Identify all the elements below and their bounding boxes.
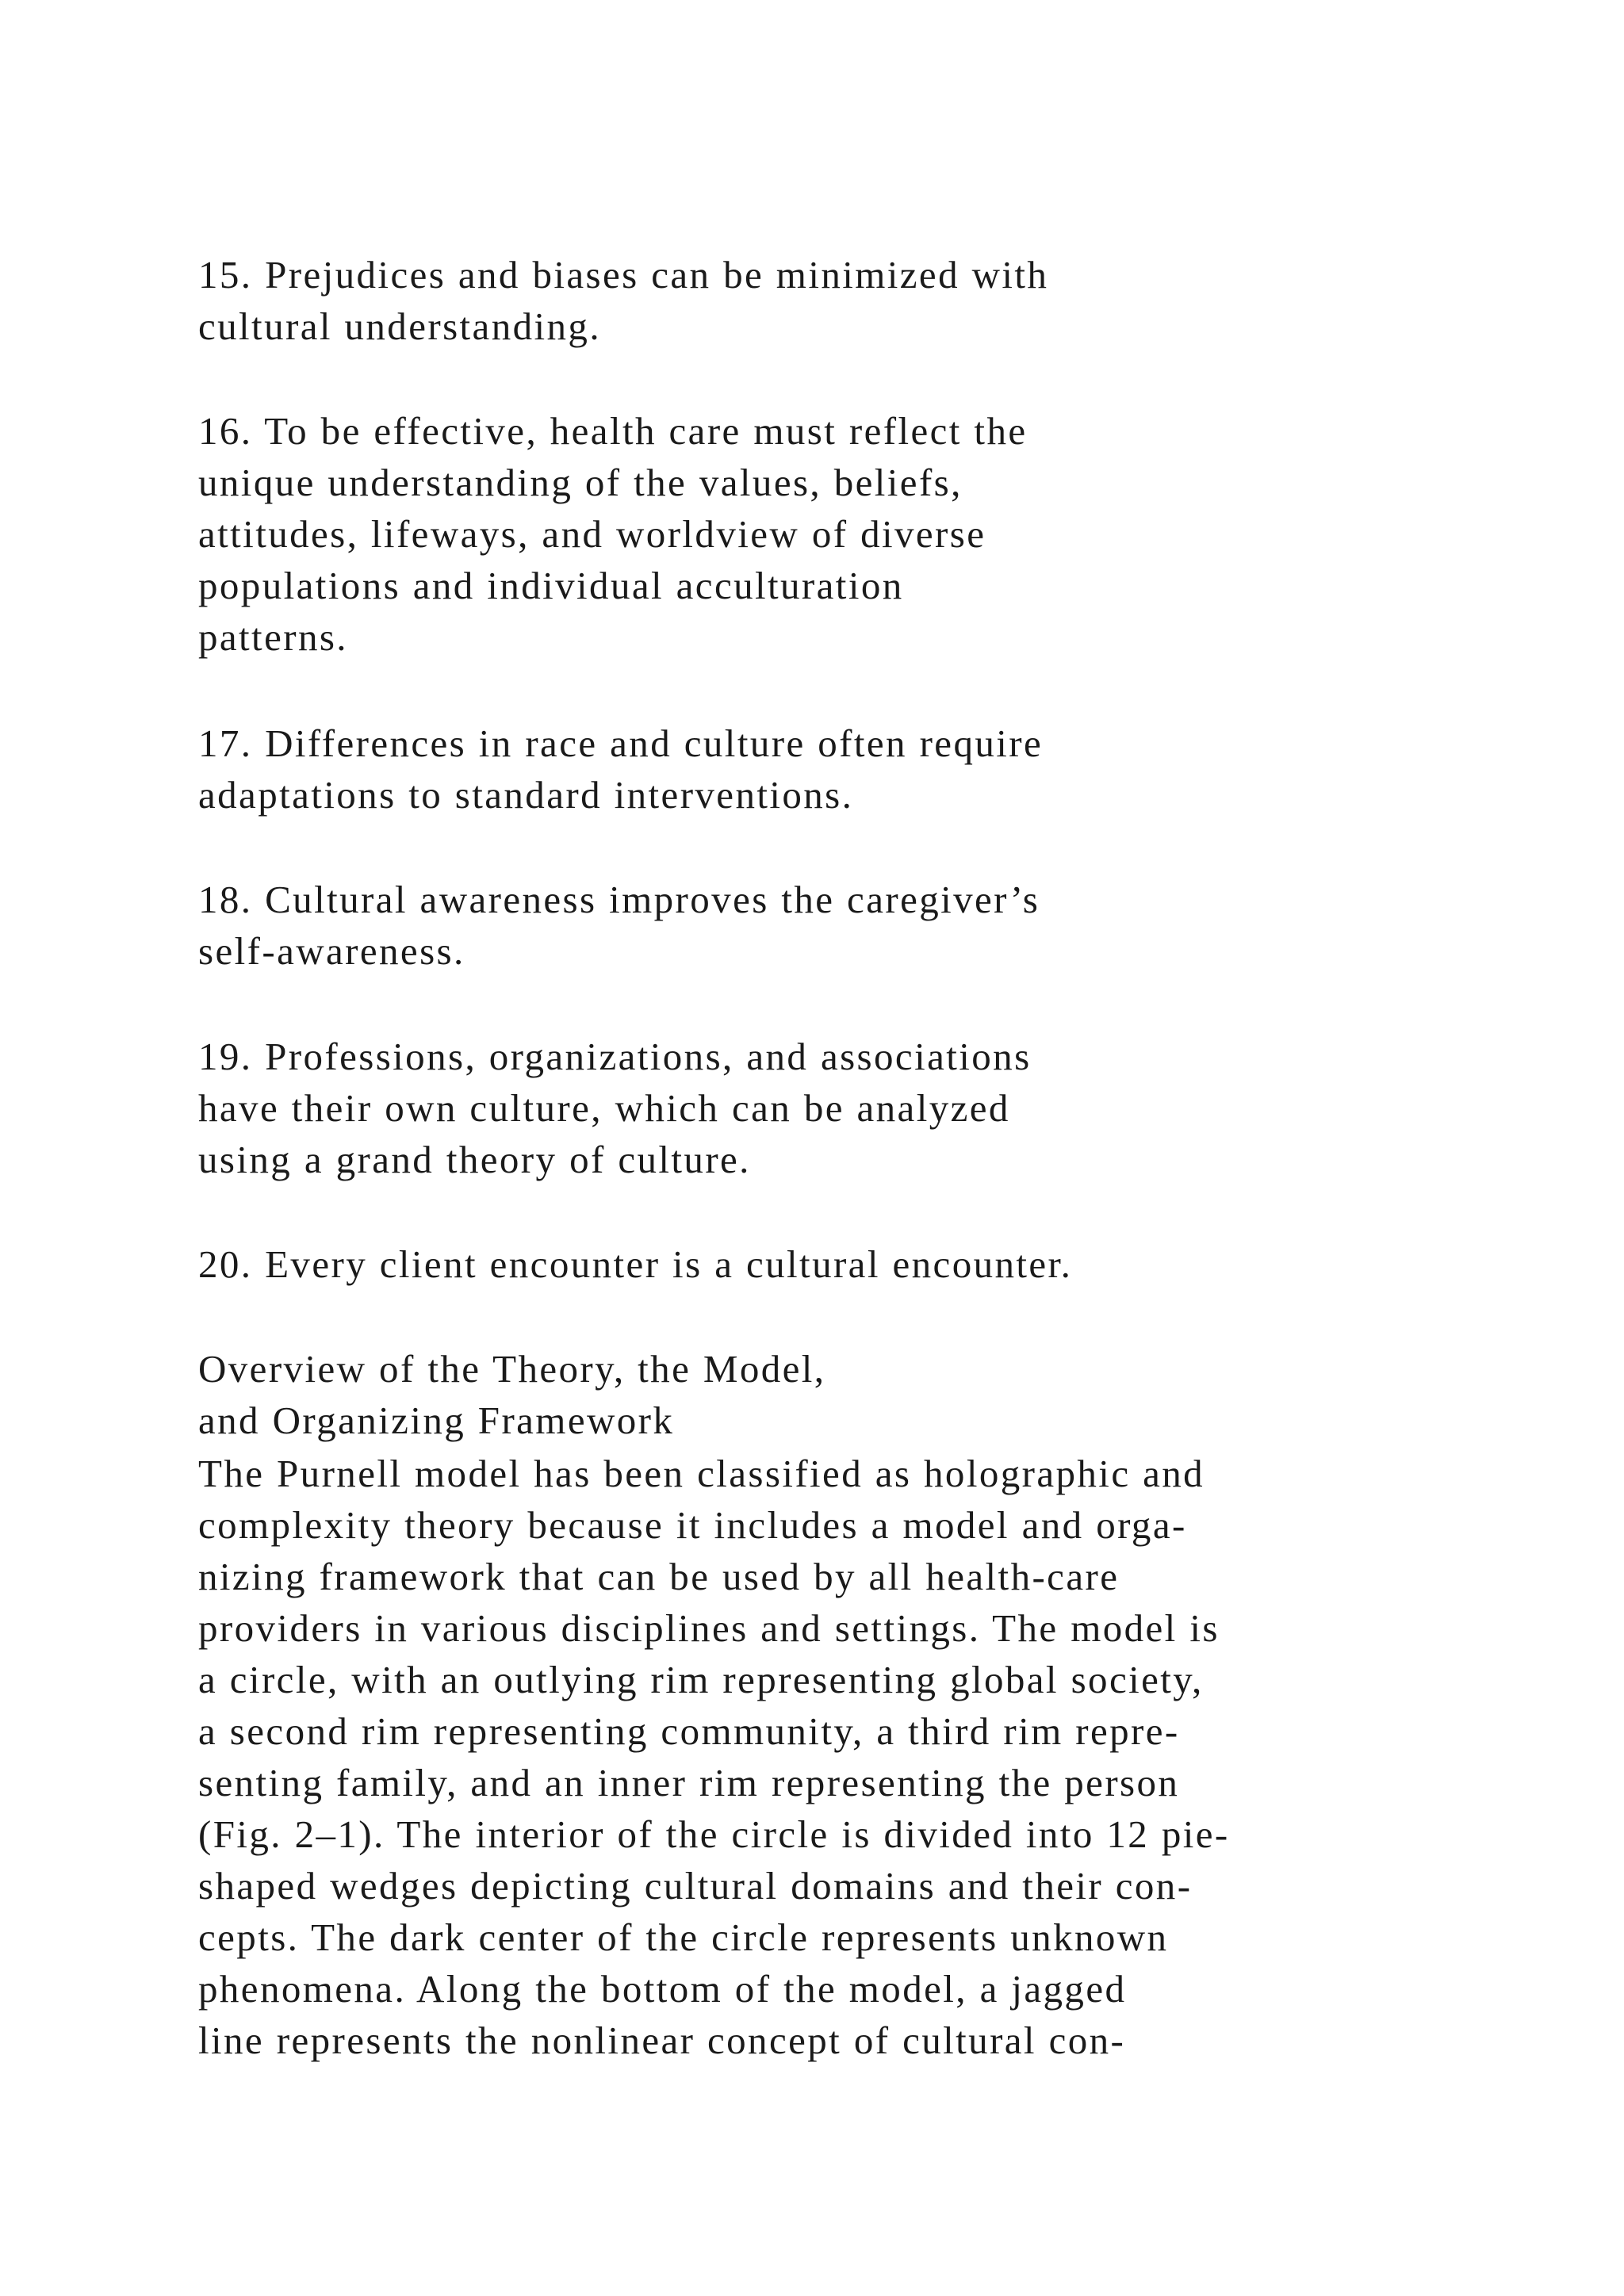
section-body — [198, 1448, 1230, 2066]
heading-line: and Organizing Framework — [198, 1399, 675, 1442]
body-line: line represents the nonlinear concept of cultural con- — [198, 2019, 1126, 2062]
text-line: using a grand theory of culture. — [198, 1138, 751, 1181]
body-line: shaped wedges depicting cultural domains and their con- — [198, 1864, 1193, 1908]
text-line: unique understanding of the values, beliefs, — [198, 461, 963, 504]
text-line: 20. Every client encounter is a cultural encounter. — [198, 1242, 1073, 1286]
text-line: 16. To be effective, health care must reflect the — [198, 409, 1028, 453]
body-line: The Purnell model has been classified as holographic and — [198, 1452, 1205, 1495]
body-line: a circle, with an outlying rim representing global society, — [198, 1658, 1204, 1701]
text-line: 19. Professions, organizations, and associations — [198, 1035, 1032, 1078]
body-line: phenomena. Along the bottom of the model, a jagged — [198, 1967, 1127, 2011]
body-line: a second rim representing community, a third rim repre- — [198, 1709, 1180, 1753]
list-item-19 — [198, 1031, 1032, 1185]
text-line: cultural understanding. — [198, 304, 601, 348]
text-line: populations and individual acculturation — [198, 564, 904, 607]
text-line: 15. Prejudices and biases can be minimized with — [198, 253, 1049, 297]
list-item-15 — [198, 249, 1048, 352]
body-line: senting family, and an inner rim representing the person — [198, 1761, 1180, 1804]
text-line: attitudes, lifeways, and worldview of diverse — [198, 512, 986, 556]
text-line: adaptations to standard interventions. — [198, 773, 854, 817]
text-line: have their own culture, which can be analyzed — [198, 1086, 1010, 1130]
body-line: nizing framework that can be used by all health-care — [198, 1555, 1120, 1598]
text-line: 17. Differences in race and culture often require — [198, 721, 1044, 765]
body-line: providers in various disciplines and settings. The model is — [198, 1606, 1220, 1650]
section-heading — [198, 1343, 825, 1446]
body-line: complexity theory because it includes a model and orga- — [198, 1503, 1187, 1547]
list-item-18 — [198, 874, 1040, 977]
list-item-16 — [198, 405, 1028, 663]
heading-line: Overview of the Theory, the Model, — [198, 1347, 826, 1391]
text-line: 18. Cultural awareness improves the caregiver’s — [198, 878, 1040, 921]
body-line: (Fig. 2–1). The interior of the circle is divided into 12 pie- — [198, 1812, 1230, 1856]
text-line: self-awareness. — [198, 929, 465, 973]
list-item-20 — [198, 1238, 1072, 1290]
list-item-17 — [198, 718, 1043, 821]
text-line: patterns. — [198, 615, 348, 659]
body-line: cepts. The dark center of the circle represents unknown — [198, 1915, 1169, 1959]
